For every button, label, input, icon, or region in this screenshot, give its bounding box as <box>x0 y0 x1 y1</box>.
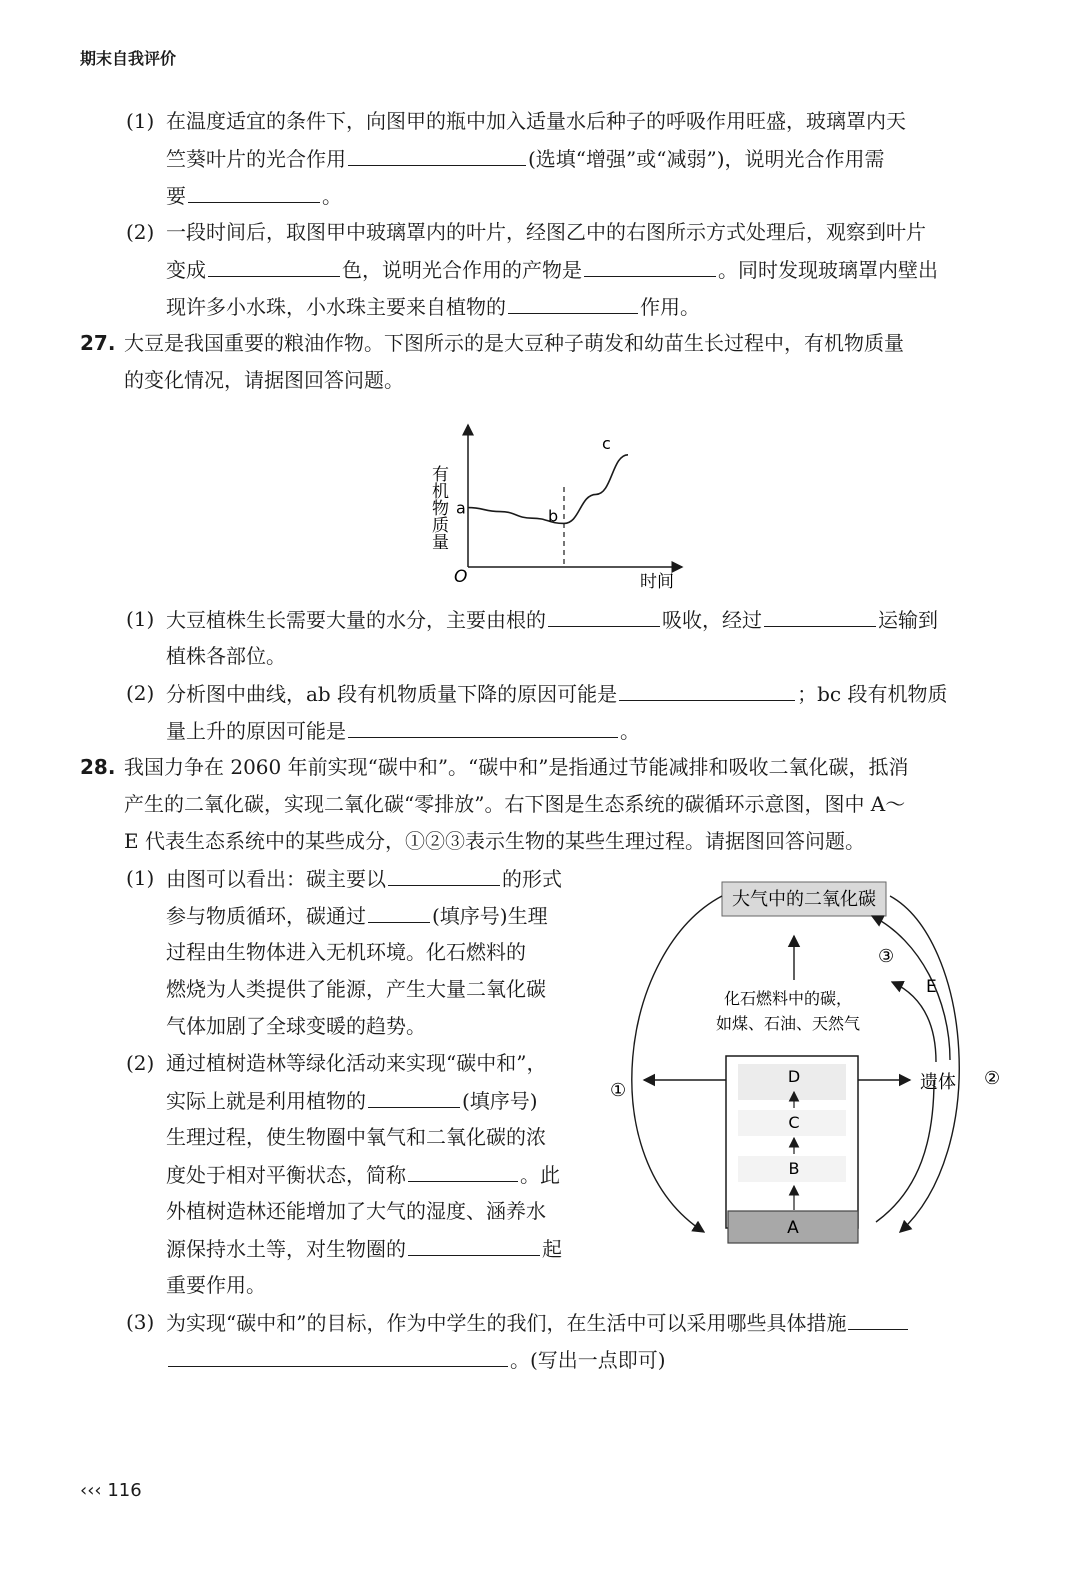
chart-x-label: 时间 <box>640 572 674 592</box>
q28-stem-line2: 产生的二氧化碳，实现二氧化碳“零排放”。右下图是生态系统的碳循环示意图，图中 A～ <box>124 792 906 816</box>
q28-p2-text: (填序号) <box>462 1089 538 1113</box>
q26-p1-blank-need[interactable] <box>188 180 320 203</box>
q26-p2-blank-product[interactable] <box>584 254 716 277</box>
q28-p2-line5: 外植树造林还能增加了大气的湿度、涵养水 <box>166 1199 546 1223</box>
q27-p2-blank-bc[interactable] <box>348 715 618 738</box>
q28-p2-blank-role[interactable] <box>408 1233 540 1256</box>
node-D-label: D <box>787 1067 801 1086</box>
q26-p1-text: 。 <box>322 184 342 208</box>
q28-p1-line5: 气体加剧了全球变暖的趋势。 <box>166 1014 426 1038</box>
q26-p2-line1: 一段时间后，取图甲中玻璃罩内的叶片，经图乙中的右图所示方式处理后，观察到叶片 <box>166 220 926 244</box>
q26-p2-text: 色，说明光合作用的产物是 <box>342 258 582 282</box>
q27-p2-blank-ab[interactable] <box>619 678 795 701</box>
q28-p1-line1 <box>166 863 562 894</box>
q28-p2-line7: 重要作用。 <box>166 1273 266 1297</box>
q28-p2-text: 源保持水土等，对生物圈的 <box>166 1237 406 1261</box>
q27-organic-matter-chart <box>420 415 690 595</box>
chart-point-label-b: b <box>548 506 559 526</box>
q28-p2-text: 度处于相对平衡状态，简称 <box>166 1163 406 1187</box>
q28-p3-blank-a[interactable] <box>848 1307 908 1330</box>
node-A-label: A <box>787 1218 799 1238</box>
process-2-arrow <box>890 896 959 1232</box>
q27-p1-line2: 植株各部位。 <box>166 644 286 668</box>
q27-p1-blank-root[interactable] <box>548 604 660 627</box>
q26-p2-number: (2) <box>126 220 155 244</box>
q28-p2-text: 。此 <box>520 1163 560 1187</box>
remains-label: 遗体 <box>920 1072 956 1093</box>
q28-p2-text: 实际上就是利用植物的 <box>166 1089 366 1113</box>
q28-p1-text: 由图可以看出：碳主要以 <box>166 867 386 891</box>
process-1-label: ① <box>610 1080 627 1101</box>
q26-p1-text: (选填“增强”或“减弱”)，说明光合作用需 <box>528 147 885 171</box>
q26-p1-number: (1) <box>126 109 155 133</box>
q28-p3-line2 <box>166 1344 666 1375</box>
q27-p1-number: (1) <box>126 607 155 631</box>
q27-p2-text: ；bc 段有机物质 <box>797 682 948 706</box>
process-3-label: ③ <box>878 946 895 967</box>
q28-p1-text: 参与物质循环，碳通过 <box>166 904 366 928</box>
q28-stem-line3: E 代表生态系统中的某些成分，①②③表示生物的某些生理过程。请据图回答问题。 <box>124 829 865 853</box>
node-B-label: B <box>788 1159 800 1178</box>
q26-p1-line3 <box>166 180 342 211</box>
q28-p1-line2 <box>166 900 548 931</box>
q28-p1-text: 的形式 <box>502 867 562 891</box>
q28-p2-line3: 生理过程，使生物圈中氧气和二氧化碳的浓 <box>166 1125 546 1149</box>
chart-point-label-c: c <box>602 433 611 453</box>
q27-p2-number: (2) <box>126 681 155 705</box>
q26-p1-text: 要 <box>166 184 186 208</box>
q28-p2-text: 起 <box>542 1237 562 1261</box>
q28-p2-blank-abbr[interactable] <box>408 1159 518 1182</box>
q26-p2-text: 现许多小水珠，小水珠主要来自植物的 <box>166 295 506 319</box>
q26-p2-line2 <box>166 254 938 285</box>
q28-p2-number: (2) <box>126 1051 155 1075</box>
q28-p2-line2 <box>166 1085 538 1116</box>
q28-p2-line6 <box>166 1233 562 1264</box>
node-E-label: E <box>926 977 937 997</box>
q28-p1-line3: 过程由生物体进入无机环境。化石燃料的 <box>166 940 526 964</box>
q27-p2-line2 <box>166 715 640 746</box>
q28-p3-number: (3) <box>126 1310 155 1334</box>
q26-p2-text: 作用。 <box>640 295 700 319</box>
q27-p1-text: 大豆植株生长需要大量的水分，主要由根的 <box>166 608 546 632</box>
q27-p2-text: 分析图中曲线，ab 段有机物质量下降的原因可能是 <box>166 682 618 706</box>
q26-p1-text: 竺葵叶片的光合作用 <box>166 147 346 171</box>
process-2-label: ② <box>984 1068 1001 1089</box>
fossil-fuel-label-2: 如煤、石油、天然气 <box>715 1014 861 1033</box>
q26-p2-blank-color[interactable] <box>208 254 340 277</box>
carbon-cycle-diagram <box>600 870 1020 1260</box>
q26-p2-text: 变成 <box>166 258 206 282</box>
q28-stem-line1: 我国力争在 2060 年前实现“碳中和”。“碳中和”是指通过节能减排和吸收二氧化碳，抵消 <box>124 755 909 779</box>
q28-p3-line1 <box>166 1307 910 1338</box>
q27-stem-line2: 的变化情况，请据图回答问题。 <box>124 368 404 392</box>
q27-p2-text: 。 <box>620 719 640 743</box>
q28-p1-number: (1) <box>126 866 155 890</box>
q28-p1-text: (填序号)生理 <box>432 904 548 928</box>
q28-p3-text: 。(写出一点即可) <box>510 1348 666 1372</box>
q28-p2-blank-process[interactable] <box>368 1085 460 1108</box>
chart-y-label: 有机物质量 <box>428 465 448 550</box>
q28-p2-line1: 通过植树造林等绿化活动来实现“碳中和”， <box>166 1051 547 1075</box>
q28-p2-line4 <box>166 1159 560 1190</box>
q26-p2-text: 。同时发现玻璃罩内壁出 <box>718 258 938 282</box>
q28-p3-text: 为实现“碳中和”的目标，作为中学生的我们，在生活中可以采用哪些具体措施 <box>166 1311 847 1335</box>
q28-p1-blank-form[interactable] <box>388 863 500 886</box>
fossil-fuel-label-1: 化石燃料中的碳， <box>723 989 853 1008</box>
atmosphere-co2-label: 大气中的二氧化碳 <box>732 889 876 910</box>
q26-p2-line3 <box>166 291 700 322</box>
q28-number: 28. <box>80 755 116 779</box>
q26-p1-blank-photosynthesis[interactable] <box>348 143 526 166</box>
q28-p1-line4: 燃烧为人类提供了能源，产生大量二氧化碳 <box>166 977 546 1001</box>
q26-p1-line1: 在温度适宜的条件下，向图甲的瓶中加入适量水后种子的呼吸作用旺盛，玻璃罩内天 <box>166 109 906 133</box>
q28-p1-blank-process[interactable] <box>368 900 430 923</box>
q27-stem-line1: 大豆是我国重要的粮油作物。下图所示的是大豆种子萌发和幼苗生长过程中，有机物质量 <box>124 331 904 355</box>
left-cycle-arrow <box>632 896 722 1232</box>
page-number: ‹‹‹ 116 <box>80 1480 142 1501</box>
q27-number: 27. <box>80 331 116 355</box>
q26-p1-line2 <box>166 143 885 174</box>
q27-p1-text: 运输到 <box>878 608 938 632</box>
q27-p2-line1 <box>166 678 947 709</box>
q27-p1-text: 吸收，经过 <box>662 608 762 632</box>
node-C-label: C <box>788 1113 800 1132</box>
q28-p3-blank-b[interactable] <box>168 1344 508 1367</box>
page-header-title: 期末自我评价 <box>80 49 177 68</box>
q27-p1-blank-transport[interactable] <box>764 604 876 627</box>
process-3-arrow <box>872 916 950 1060</box>
chart-point-label-a: a <box>456 498 466 518</box>
q26-p2-blank-process[interactable] <box>508 291 638 314</box>
q27-p1-line1 <box>166 604 938 635</box>
q27-p2-text: 量上升的原因可能是 <box>166 719 346 743</box>
chart-origin-label: O <box>454 567 468 587</box>
